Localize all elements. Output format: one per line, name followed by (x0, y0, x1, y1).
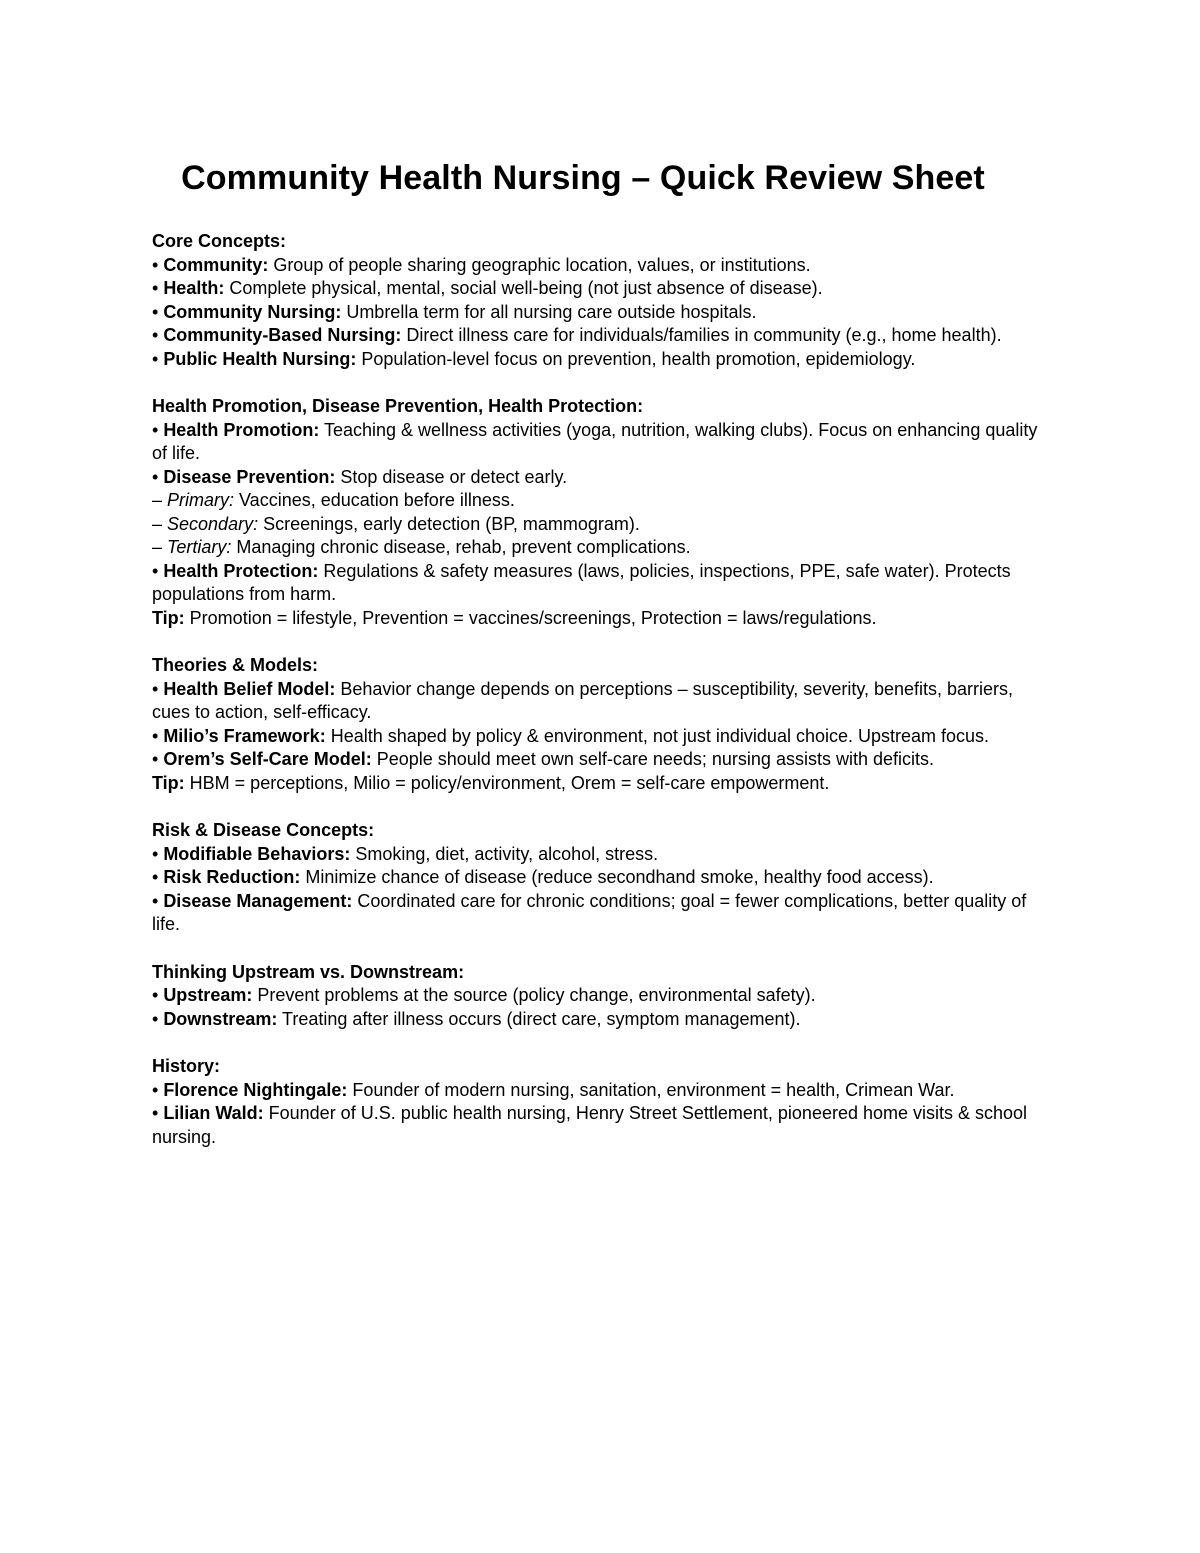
bullet: • (152, 678, 164, 699)
term-label: Disease Prevention: (163, 466, 336, 487)
term-label: Milio’s Framework: (163, 725, 326, 746)
sub-list-item (152, 536, 1052, 560)
bullet: • (152, 725, 164, 746)
term-label: Modifiable Behaviors: (163, 843, 351, 864)
list-item (152, 560, 1052, 607)
bullet: • (152, 301, 164, 322)
term-label: Health Promotion: (163, 419, 320, 440)
term-label: Community-Based Nursing: (163, 325, 402, 345)
list-item (152, 324, 1052, 348)
term-label: Risk Reduction: (163, 867, 301, 887)
sub-term-label: Primary: (167, 490, 235, 510)
tip-text: Promotion = lifestyle, Prevention = vaccines/screenings, Protection = laws/regulations. (184, 607, 877, 628)
bullet: • (152, 1008, 164, 1029)
sub-list-item (152, 513, 1052, 537)
term-label: Downstream: (163, 1008, 278, 1029)
term-label: Health Protection: (163, 560, 319, 581)
term-label: Public Health Nursing: (163, 348, 357, 369)
tip-label: Tip: (152, 607, 185, 628)
list-item (152, 277, 1052, 301)
section-core-concepts (152, 230, 1052, 371)
section-heading: Health Promotion, Disease Prevention, Health Protection: (152, 396, 644, 416)
sub-term-label: Secondary: (167, 513, 259, 534)
tip-line (152, 607, 1052, 631)
term-label: Florence Nightingale: (163, 1079, 348, 1100)
bullet: • (152, 890, 164, 911)
list-item (152, 890, 1052, 937)
list-item (152, 725, 1052, 749)
term-definition: Health shaped by policy & environment, not just individual choice. Upstream focus. (325, 725, 990, 746)
term-definition: Smoking, diet, activity, alcohol, stress. (350, 843, 659, 864)
list-item (152, 254, 1052, 278)
list-item (152, 1008, 1052, 1032)
bullet: • (152, 843, 164, 864)
tip-label: Tip: (152, 772, 185, 793)
bullet: • (152, 254, 164, 275)
section-heading: Thinking Upstream vs. Downstream: (152, 961, 465, 982)
term-label: Health: (163, 278, 225, 298)
list-item (152, 301, 1052, 325)
term-definition: Direct illness care for individuals/families in community (e.g., home health). (401, 325, 1002, 345)
term-definition: Prevent problems at the source (policy change, environmental safety). (252, 985, 816, 1005)
bullet: • (152, 348, 164, 369)
term-definition: Treating after illness occurs (direct care, symptom management). (277, 1008, 801, 1029)
term-definition: People should meet own self-care needs; nursing assists with deficits. (371, 749, 934, 769)
sub-term-label: Tertiary: (167, 537, 232, 557)
section-theories-models (152, 654, 1052, 795)
section-heading: Core Concepts: (152, 231, 287, 251)
section-risk-disease-concepts (152, 819, 1052, 937)
list-item (152, 866, 1052, 890)
term-definition: Teaching & wellness activities (yoga, nutrition, walking clubs). Focus on enhancing quality of life. (152, 419, 1038, 463)
list-item (152, 678, 1052, 725)
term-label: Disease Management: (163, 890, 353, 911)
list-item (152, 348, 1052, 372)
term-definition: Vaccines, education before illness. (234, 490, 515, 510)
bullet: • (152, 1079, 164, 1100)
term-definition: Coordinated care for chronic conditions; goal = fewer complications, better quality of life. (152, 890, 1027, 934)
term-definition: Stop disease or detect early. (335, 466, 568, 487)
bullet: • (152, 325, 164, 345)
term-definition: Behavior change depends on perceptions – susceptibility, severity, benefits, barriers, cues to action, self-efficacy. (152, 678, 1014, 722)
term-label: Community: (163, 254, 269, 275)
list-item (152, 419, 1052, 466)
list-item (152, 1079, 1052, 1103)
list-item (152, 984, 1052, 1008)
bullet: • (152, 419, 164, 440)
section-history (152, 1055, 1052, 1149)
document-page (152, 152, 1052, 1149)
term-label: Upstream: (163, 985, 253, 1005)
list-item (152, 1102, 1052, 1149)
term-definition: Group of people sharing geographic location, values, or institutions. (268, 254, 811, 275)
section-heading: History: (152, 1056, 221, 1076)
term-definition: Managing chronic disease, rehab, prevent complications. (231, 537, 691, 557)
bullet: • (152, 560, 164, 581)
list-item (152, 466, 1052, 490)
tip-line (152, 772, 1052, 796)
section-heading: Risk & Disease Concepts: (152, 820, 375, 840)
term-definition: Screenings, early detection (BP, mammogram). (258, 513, 640, 534)
term-label: Community Nursing: (163, 301, 342, 322)
section-upstream-downstream (152, 961, 1052, 1032)
list-item (152, 748, 1052, 772)
section-health-promotion-prevention-protection (152, 395, 1052, 630)
bullet: • (152, 749, 164, 769)
sub-list-item (152, 489, 1052, 513)
term-definition: Founder of U.S. public health nursing, Henry Street Settlement, pioneered home visits & school nursing. (152, 1103, 1028, 1147)
dash: – (152, 513, 168, 534)
term-label: Orem’s Self-Care Model: (163, 749, 372, 769)
tip-text: HBM = perceptions, Milio = policy/environment, Orem = self-care empowerment. (184, 772, 830, 793)
bullet: • (152, 867, 164, 887)
bullet: • (152, 985, 164, 1005)
dash: – (152, 537, 168, 557)
term-definition: Population-level focus on prevention, health promotion, epidemiology. (356, 348, 916, 369)
document-title: Community Health Nursing – Quick Review Sheet (181, 159, 985, 197)
term-label: Health Belief Model: (163, 678, 336, 699)
term-definition: Umbrella term for all nursing care outside hospitals. (341, 301, 757, 322)
term-definition: Regulations & safety measures (laws, policies, inspections, PPE, safe water). Protects populations from harm. (152, 560, 1011, 604)
term-definition: Minimize chance of disease (reduce secondhand smoke, healthy food access). (300, 867, 934, 887)
list-item (152, 843, 1052, 867)
term-label: Lilian Wald: (163, 1103, 264, 1123)
dash: – (152, 490, 168, 510)
bullet: • (152, 278, 164, 298)
section-heading: Theories & Models: (152, 655, 319, 675)
bullet: • (152, 466, 164, 487)
term-definition: Founder of modern nursing, sanitation, environment = health, Crimean War. (347, 1079, 955, 1100)
term-definition: Complete physical, mental, social well-being (not just absence of disease). (224, 278, 823, 298)
bullet: • (152, 1103, 164, 1123)
